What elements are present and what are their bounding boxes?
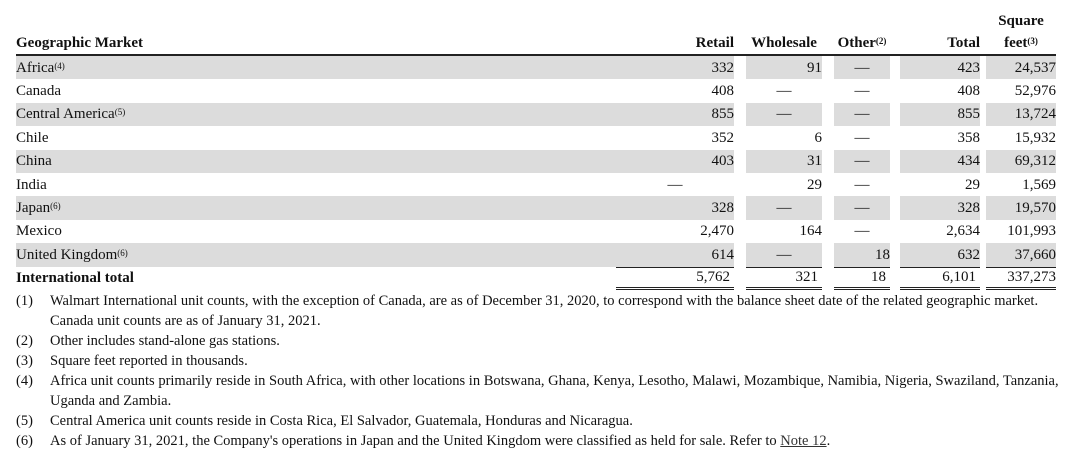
cell-total: 328 [900, 196, 980, 219]
cell-total: 632 [900, 243, 980, 266]
cell-retail: 403 [616, 150, 734, 173]
cell-other: 18 [834, 243, 890, 266]
cell-total: 434 [900, 150, 980, 173]
cell-other: — [854, 176, 870, 193]
footnotes [16, 291, 1066, 451]
header-square-feet: Square feet$^{(3)}$ [986, 10, 1056, 55]
cell-other: — [834, 150, 890, 173]
cell-retail: 2,470 [700, 223, 734, 240]
cell-retail: 332 [616, 55, 734, 79]
cell-wholesale: 164 [799, 223, 822, 240]
table-row [16, 220, 1056, 243]
cell-retail: 408 [711, 83, 734, 100]
cell-wholesale: 91 [746, 55, 822, 79]
header-total: Total [900, 10, 980, 55]
cell-market: China [16, 150, 616, 173]
table-row [16, 79, 1056, 102]
footnote-text: Other includes stand-alone gas stations. [50, 333, 280, 349]
cell-total: 855 [900, 103, 980, 126]
footnote-number: (3) [16, 353, 33, 369]
cell-total: 2,634 [946, 223, 980, 240]
cell-square-feet: 101,993 [1007, 223, 1056, 240]
footnote-number: (2) [16, 333, 33, 349]
table-row [16, 103, 1056, 126]
cell-wholesale: — [746, 196, 822, 219]
cell-wholesale: 6 [814, 129, 822, 146]
table-row [16, 126, 1056, 149]
table-row [16, 243, 1056, 266]
cell-square-feet: 37,660 [986, 243, 1056, 266]
cell-square-feet: 24,537 [986, 55, 1056, 79]
cell-total: 408 [957, 83, 980, 100]
table-row [16, 173, 1056, 196]
cell-other: — [854, 129, 870, 146]
cell-square-feet: 52,976 [1014, 83, 1056, 100]
cell-market: India [16, 176, 47, 193]
footnote [16, 411, 1066, 431]
footnote [16, 331, 1066, 351]
footnote: (6) As of January 31, 2021, the Company's operations in Japan and the United Kingdom were classified as held for sale. Refer to Note 12. [16, 433, 831, 449]
footnote [16, 351, 1066, 371]
footnote-marker: (3) [1027, 36, 1038, 46]
header-geographic-market: Geographic Market [16, 10, 616, 55]
cell-market: Japan$^{(6)}$ [16, 196, 616, 219]
cell-other: — [834, 103, 890, 126]
cell-market: United Kingdom$^{(6)}$ [16, 243, 616, 266]
cell-total: 423 [900, 55, 980, 79]
cell-square-feet: 69,312 [986, 150, 1056, 173]
international-unit-counts-table [16, 10, 1056, 290]
cell-retail: 328 [616, 196, 734, 219]
cell-market: Mexico [16, 223, 62, 240]
cell-market: Africa$^{(4)}$ [16, 55, 616, 79]
cell-retail: — [667, 176, 683, 193]
cell-wholesale: — [776, 83, 792, 100]
footnote-text: Square feet reported in thousands. [50, 353, 248, 369]
footnote-marker: (4) [54, 60, 65, 71]
footnote-number: (4) [16, 373, 33, 389]
cell-other: — [834, 196, 890, 219]
cell-other: — [834, 55, 890, 79]
footnote-text: Africa unit counts primarily reside in South Africa, with other locations in Botswana, Ghana, Kenya, Lesotho, Malawi, Mozambique, Namibia, Nigeria, Swaziland, Tanzania, Uganda and Zambia. [50, 373, 1059, 409]
cell-wholesale: 29 [807, 176, 822, 193]
footnote [16, 291, 1066, 331]
cell-retail: 855 [616, 103, 734, 126]
cell-retail: 614 [616, 243, 734, 266]
cell-total: 29 [965, 176, 980, 193]
cell-total-retail: 5,762 [616, 267, 734, 290]
cell-market: International total [16, 270, 134, 287]
table-header-row [16, 10, 1056, 55]
footnote-text: As of January 31, 2021, the Company's operations in Japan and the United Kingdom were classified as held for sale. Refer to [50, 433, 781, 449]
footnote-number: (5) [16, 413, 33, 429]
footnote-marker: (6) [117, 247, 128, 258]
cell-wholesale: — [746, 243, 822, 266]
cell-total-other: 18 [834, 267, 890, 290]
footnote-number: (6) [16, 433, 33, 449]
cell-square-feet: 13,724 [986, 103, 1056, 126]
cell-market: Central America$^{(5)}$ [16, 103, 616, 126]
header-wholesale: Wholesale [746, 10, 822, 55]
cell-market: Chile [16, 129, 49, 146]
cell-total: 358 [957, 129, 980, 146]
footnote-text: Walmart International unit counts, with the exception of Canada, are as of December 31, 2020, to correspond with the balance sheet date of the related geographic market. Canada unit counts are as of January 31, 2021. [50, 293, 1039, 329]
header-other: Other$^{(2)}$ [834, 10, 890, 55]
footnote-marker: (2) [875, 36, 887, 46]
cell-square-feet: 1,569 [1022, 176, 1056, 193]
total-row [16, 267, 1056, 290]
cell-square-feet: 15,932 [1014, 129, 1056, 146]
table-row [16, 55, 1056, 79]
header-retail: Retail [616, 10, 734, 55]
note-12-link[interactable]: Note 12 [780, 433, 827, 449]
cell-total-total: 6,101 [900, 267, 980, 290]
table-row [16, 196, 1056, 219]
cell-retail: 352 [711, 129, 734, 146]
cell-square-feet: 19,570 [986, 196, 1056, 219]
cell-total-wholesale: 321 [746, 267, 822, 290]
cell-market: Canada [16, 83, 61, 100]
footnote-text: Central America unit counts reside in Costa Rica, El Salvador, Guatemala, Honduras and Nicaragua. [50, 413, 633, 429]
cell-other: — [854, 223, 870, 240]
cell-wholesale: 31 [746, 150, 822, 173]
table-body [16, 55, 1056, 290]
footnote [16, 371, 1066, 411]
footnote-marker: (5) [114, 107, 126, 118]
cell-total-sqft: 337,273 [986, 267, 1056, 290]
cell-wholesale: — [746, 103, 822, 126]
footnote-number: (1) [16, 293, 33, 309]
cell-other: — [854, 83, 870, 100]
table-row [16, 150, 1056, 173]
footnote-marker: (6) [50, 201, 61, 212]
